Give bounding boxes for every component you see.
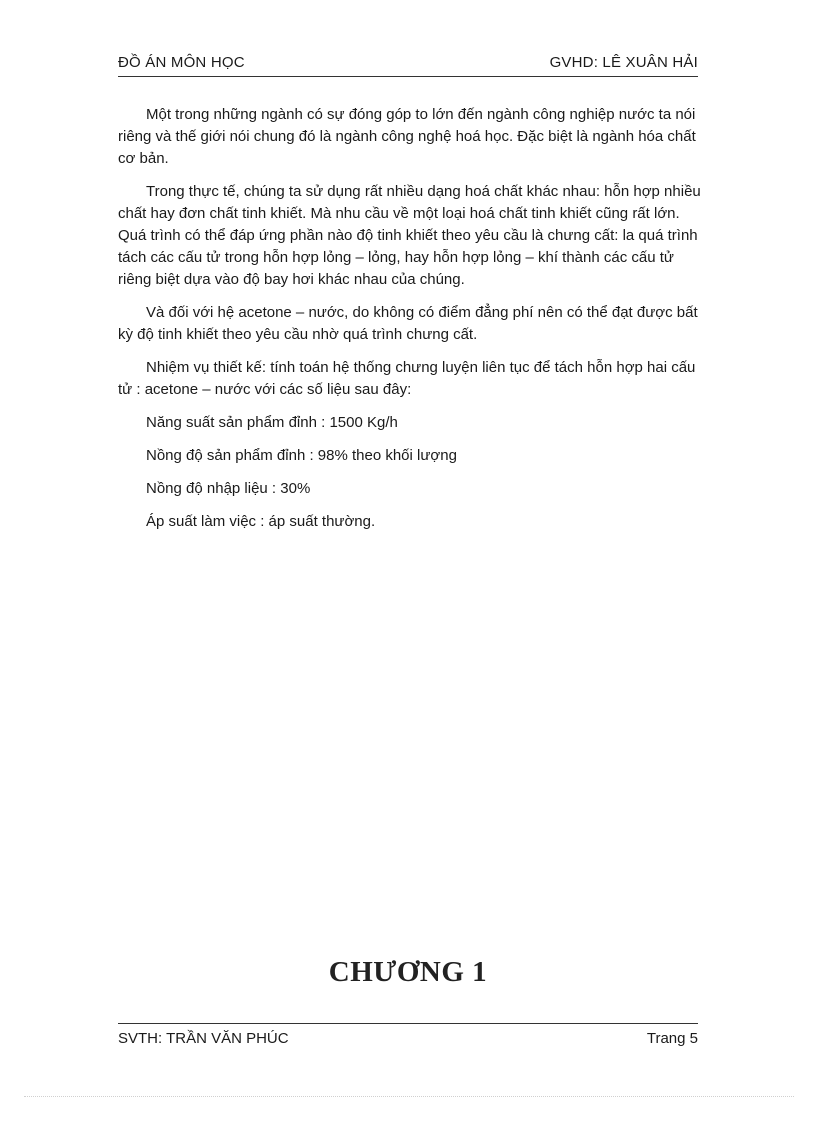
header-course-title: ĐỒ ÁN MÔN HỌC [118,54,245,71]
footer-page-number: Trang 5 [646,1030,698,1047]
body-text [118,104,703,544]
header-supervisor: GVHD: LÊ XUÂN HẢI [549,54,698,71]
paragraph: Và đối với hệ acetone – nước, do không có điểm đẳng phí nên có thể đạt được bất kỳ độ tinh khiết theo yêu cầu nhờ quá trình chưng cất. [118,304,698,343]
paragraph: Một trong những ngành có sự đóng góp to lớn đến ngành công nghiệp nước ta nói riêng và thế giới nói chung đó là ngành công nghệ hoá học. Đặc biệt là ngành hóa chất cơ bản. [118,106,696,167]
spec-item: Áp suất làm việc : áp suất thường. [146,513,376,530]
spec-item: Nồng độ nhập liệu : 30% [146,480,311,497]
paragraph: Nhiệm vụ thiết kế: tính toán hệ thống chưng luyện liên tục để tách hỗn hợp hai cấu tử : acetone – nước với các số liệu sau đây: [118,359,696,398]
footer-student: SVTH: TRẦN VĂN PHÚC [118,1030,289,1047]
spec-item: Nồng độ sản phẩm đỉnh : 98% theo khối lượng [146,447,457,464]
paragraph: Trong thực tế, chúng ta sử dụng rất nhiều dạng hoá chất khác nhau: hỗn hợp nhiều chất hay đơn chất tinh khiết. Mà nhu cầu về một loại hoá chất tinh khiết cũng rất lớn. Quá trình có thể đáp ứng phần nào độ tinh khiết theo yêu cầu là chưng cất: la quá trình tách các cấu tử trong hỗn hợp lỏng – lỏng, hay hỗn hợp lỏng – khí thành các cấu tử riêng biệt dựa vào độ bay hơi khác nhau của chúng. [118,183,701,288]
page-header [118,52,698,74]
header-divider [118,76,698,77]
chapter-title: CHƯƠNG 1 [328,956,488,988]
spec-item: Năng suất sản phẩm đỉnh : 1500 Kg/h [146,414,398,431]
page-bottom-edge [24,1096,794,1097]
page-footer [118,1030,698,1052]
footer-divider [118,1023,698,1024]
